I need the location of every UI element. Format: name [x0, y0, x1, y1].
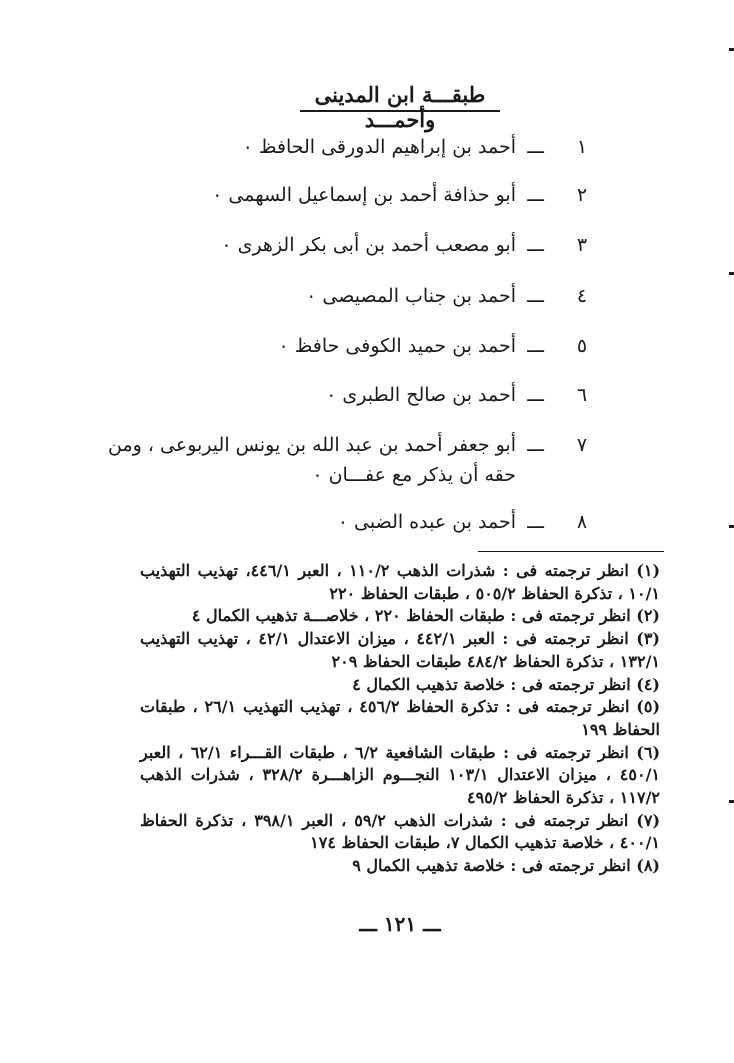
entry-number: ٣	[576, 234, 588, 256]
entry-number: ٦	[576, 384, 588, 406]
entry-number: ٨	[576, 511, 588, 533]
entry-text: أحمد بن إبراهيم الدورقى الحافظ ٠	[242, 136, 516, 158]
scan-edge-mark	[729, 272, 734, 275]
entry-6	[134, 384, 594, 414]
entry-dash: ـــ	[527, 434, 544, 456]
entry-dash: ـــ	[527, 136, 544, 158]
footnotes	[140, 560, 660, 878]
entry-8	[134, 511, 594, 541]
footnote-8: (٨) انظر ترجمته فى : خلاصة تذهيب الكمال ٩	[352, 856, 660, 876]
footnote-3: (٣) انظر ترجمته فى : العبر ٤٤٢/١ ، ميزان الاعتدال ٤٢/١ ، تهذيب التهذيب ١٣٢/١ ، تذكرة الحفاظ ٤٨٤/٢ طبقات الحفاظ ٢٠٩	[140, 629, 660, 671]
entry-dash: ـــ	[527, 184, 544, 206]
footnote-separator	[478, 551, 664, 552]
entry-number: ١	[576, 136, 588, 158]
entry-number: ٥	[576, 335, 588, 357]
scan-edge-mark	[729, 800, 734, 803]
entry-dash: ـــ	[527, 511, 544, 533]
entry-2	[134, 184, 594, 214]
scan-edge-mark	[729, 48, 734, 51]
entry-5	[134, 335, 594, 365]
entry-text-continued: حقه أن يذكر مع عفـــان ٠	[312, 464, 516, 486]
entry-dash: ـــ	[527, 384, 544, 406]
entry-7	[108, 434, 594, 496]
entry-number: ٢	[576, 184, 588, 206]
entry-text: أبو جعفر أحمد بن عبد الله بن يونس اليربوعى ، ومن	[108, 434, 516, 456]
footnote-4: (٤) انظر ترجمته فى : خلاصة تذهيب الكمال ٤	[352, 674, 660, 694]
footnote-1: (١) انظر ترجمته فى : شذرات الذهب ١١٠/٢ ، العبر ٤٤٦/١، تهذيب التهذيب ١٠/١ ، تذكرة الحفاظ ٥٠٥/٢ ، طبقات الحفاظ ٢٢٠	[140, 561, 661, 603]
entry-text: أبو حذافة أحمد بن إسماعيل السهمى ٠	[212, 184, 516, 206]
footnote-7: (٧) انظر ترجمته فى : شذرات الذهب ٥٩/٢ ، العبر ٣٩٨/١ ، تذكرة الحفاظ ٤٠٠/١ ، خلاصة تذهيب الكمال ٧، طبقات الحفاظ ١٧٤	[140, 810, 661, 853]
entry-1	[134, 136, 594, 166]
entry-text: أبو مصعب أحمد بن أبى بكر الزهرى ٠	[221, 234, 516, 256]
entry-3	[134, 234, 594, 264]
scan-edge-mark	[729, 525, 734, 528]
footnote-2: (٢) انظر ترجمته فى : طبقات الحفاظ ٢٢٠ ، خلاصـــة تذهيب الكمال ٤	[191, 606, 660, 626]
footnote-5: (٥) انظر ترجمته فى : تذكرة الحفاظ ٤٥٦/٢ ، تهذيب التهذيب ٢٦/١ ، طبقات الحفاظ ١٩٩	[140, 697, 661, 739]
entry-text: أحمد بن عبده الضبى ٠	[337, 511, 516, 533]
entry-number: ٧	[576, 434, 588, 456]
entry-dash: ـــ	[527, 335, 544, 357]
entry-text: أحمد بن صالح الطبرى ٠	[326, 384, 516, 406]
entry-dash: ـــ	[527, 234, 544, 256]
title-underline	[300, 110, 500, 112]
entry-4	[134, 285, 594, 315]
entry-text: أحمد بن جناب المصيصى ٠	[306, 285, 516, 307]
page-title: طبقـــة ابن المدينى وأحمـــد	[314, 82, 486, 132]
page-number: ـــ ١٢١ ـــ	[359, 912, 441, 936]
entry-number: ٤	[576, 285, 588, 307]
entry-text: أحمد بن حميد الكوفى حافظ ٠	[278, 335, 516, 357]
entry-dash: ـــ	[527, 285, 544, 307]
footnote-6: (٦) انظر ترجمته فى : طبقات الشافعية ٦/٢ ، طبقات القـــراء ٦٢/١ ، العبر ٤٥٠/١ ، ميزان الاعتدال ١٠٣/١ النجـــوم الزاهـــرة ٣٢٨/٢ ، شذرات الذهب ١١٧/٢ ، تذكرة الحفاظ ٤٩٥/٢	[140, 742, 661, 808]
